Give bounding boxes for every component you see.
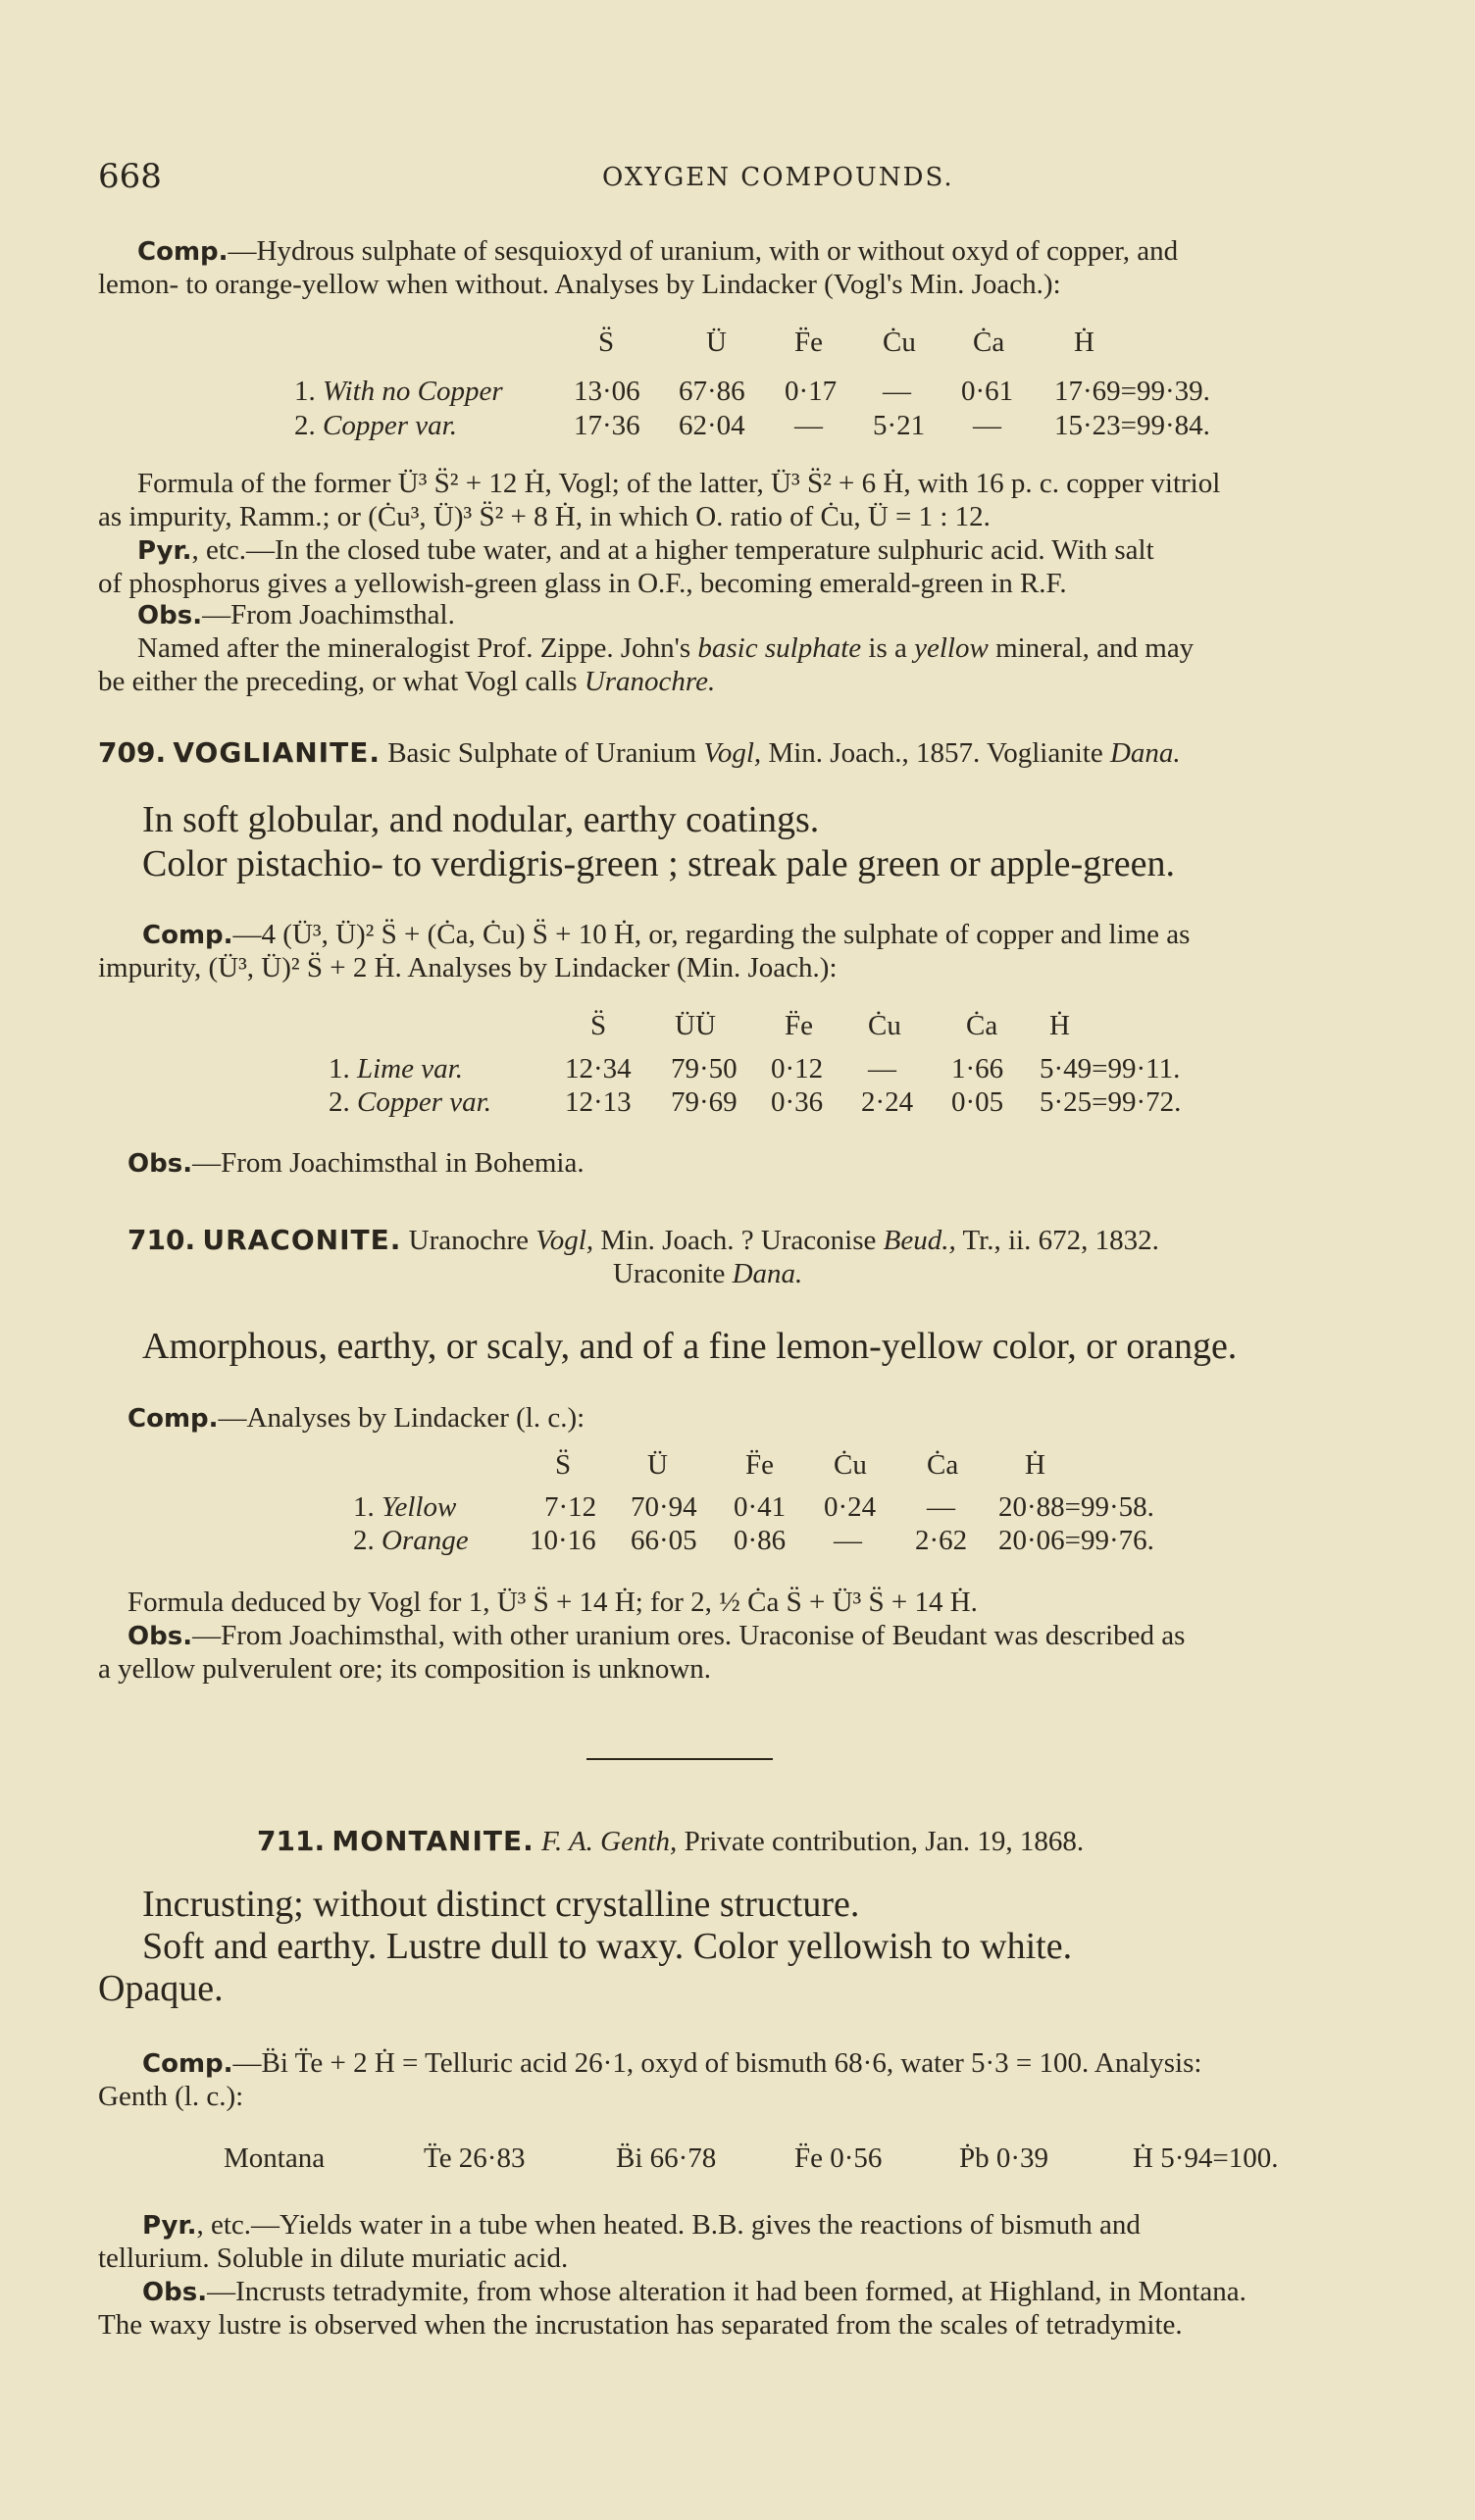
table-cell: 15·23=99·84. <box>1054 410 1210 441</box>
table-cell: — <box>973 410 1001 441</box>
table-cell: 17·69=99·39. <box>1054 376 1210 407</box>
analysis-value: F̈e 0·56 <box>794 2142 883 2174</box>
montanite-pyr-line1: Pyr., etc.—Yields water in a tube when heated. B.B. gives the reactions of bismuth and <box>142 2209 1141 2241</box>
zippeite-pyr-line2: of phosphorus gives a yellowish-green glass in O.F., becoming emerald-green in R.F. <box>98 568 1067 599</box>
zippeite-formula-line1: Formula of the former Ü³ S̈² + 12 Ḣ, Vogl; of the latter, Ü³ S̈² + 6 Ḣ, with 16 p. c. copper vitriol <box>137 468 1221 499</box>
table-header: Ċu <box>883 327 916 358</box>
table-cell: 20·06=99·76. <box>998 1525 1154 1556</box>
montanite-heading: 711. MONTANITE. F. A. Genth, Private contribution, Jan. 19, 1868. <box>257 1825 1085 1857</box>
table-cell: 2·24 <box>861 1086 914 1118</box>
table-cell: 79·50 <box>671 1053 738 1084</box>
table-header: F̈e <box>794 327 823 358</box>
zippeite-formula-line2: as impurity, Ramm.; or (Ċu³, Ü)³ S̈² + 8 Ḣ, in which O. ratio of Ċu, Ü = 1 : 12. <box>98 501 991 532</box>
voglianite-desc-line2: Color pistachio- to verdigris-green ; streak pale green or apple-green. <box>142 843 1176 884</box>
table-row: 2. Copper var. <box>329 1086 491 1118</box>
table-cell: 0·05 <box>951 1086 1004 1118</box>
table-cell: 0·61 <box>961 376 1014 407</box>
table-row: 1. With no Copper <box>294 376 503 407</box>
montanite-desc-line2: Soft and earthy. Lustre dull to waxy. Color yellowish to white. <box>142 1926 1073 1967</box>
table-cell: 17·36 <box>574 410 640 441</box>
table-cell: — <box>868 1053 896 1084</box>
uraconite-desc: Amorphous, earthy, or scaly, and of a fine lemon-yellow color, or orange. <box>142 1326 1238 1367</box>
table-cell: 66·05 <box>631 1525 697 1556</box>
uraconite-obs-line2: a yellow pulverulent ore; its composition is unknown. <box>98 1653 712 1685</box>
table-cell: 5·21 <box>873 410 926 441</box>
montanite-desc-line3: Opaque. <box>98 1968 224 2009</box>
voglianite-obs: Obs.—From Joachimsthal in Bohemia. <box>127 1147 585 1179</box>
table-row: 2. Copper var. <box>294 410 457 441</box>
table-cell: 20·88=99·58. <box>998 1491 1154 1523</box>
voglianite-comp-line2: impurity, (Ü³, Ü)² S̈ + 2 Ḣ. Analyses by Lindacker (Min. Joach.): <box>98 952 838 983</box>
montanite-obs-line1: Obs.—Incrusts tetradymite, from whose alteration it had been formed, at Highland, in Montana. <box>142 2276 1246 2307</box>
table-cell: 13·06 <box>574 376 640 407</box>
table-cell: — <box>927 1491 955 1523</box>
table-cell: 0·24 <box>824 1491 877 1523</box>
table-header: S̈ <box>598 327 615 358</box>
table-cell: — <box>834 1525 862 1556</box>
running-title: OXYGEN COMPOUNDS. <box>602 163 954 192</box>
voglianite-heading: 709. VOGLIANITE. Basic Sulphate of Uranium Vogl, Min. Joach., 1857. Voglianite Dana. <box>98 736 1181 769</box>
uraconite-comp: Comp.—Analyses by Lindacker (l. c.): <box>127 1402 585 1434</box>
table-cell: — <box>883 376 911 407</box>
table-cell: 5·49=99·11. <box>1040 1053 1181 1084</box>
uraconite-heading: 710. URACONITE. Uranochre Vogl, Min. Joach. ? Uraconise Beud., Tr., ii. 672, 1832. <box>127 1224 1159 1256</box>
table-header: F̈e <box>745 1449 774 1481</box>
table-cell: 62·04 <box>679 410 745 441</box>
section-divider <box>586 1758 773 1760</box>
table-header: Ḣ <box>1025 1449 1045 1481</box>
table-header: F̈e <box>785 1010 813 1041</box>
analysis-value: Ḣ 5·94=100. <box>1133 2142 1279 2174</box>
table-cell: 5·25=99·72. <box>1040 1086 1182 1118</box>
montanite-comp-line2: Genth (l. c.): <box>98 2081 244 2112</box>
page-number: 668 <box>98 157 162 196</box>
table-header: Ċa <box>973 327 1005 358</box>
analysis-value: B̈i 66·78 <box>616 2142 717 2174</box>
table-header: Ḣ <box>1049 1010 1070 1041</box>
table-header: S̈ <box>555 1449 572 1481</box>
voglianite-comp-line1: Comp.—4 (Ü³, Ü)² S̈ + (Ċa, Ċu) S̈ + 10 Ḣ, or, regarding the sulphate of copper and lime as <box>142 919 1191 950</box>
zippeite-named-line1: Named after the mineralogist Prof. Zippe. John's basic sulphate is a yellow mineral, and may <box>137 632 1195 664</box>
zippeite-obs: Obs.—From Joachimsthal. <box>137 599 455 630</box>
table-row: 2. Orange <box>353 1525 469 1556</box>
montanite-obs-line2: The waxy lustre is observed when the incrustation has separated from the scales of tetradymite. <box>98 2309 1183 2341</box>
uraconite-formula: Formula deduced by Vogl for 1, Ü³ S̈ + 14 Ḣ; for 2, ½ Ċa S̈ + Ü³ S̈ + 14 Ḣ. <box>127 1587 978 1618</box>
uraconite-obs-line1: Obs.—From Joachimsthal, with other uranium ores. Uraconise of Beudant was described as <box>127 1620 1186 1651</box>
analysis-value: T̈e 26·83 <box>424 2142 526 2174</box>
zippeite-comp-line2: lemon- to orange-yellow when without. Analyses by Lindacker (Vogl's Min. Joach.): <box>98 269 1061 300</box>
montanite-desc-line1: Incrusting; without distinct crystalline structure. <box>142 1884 860 1925</box>
table-cell: 10·16 <box>530 1525 596 1556</box>
table-row: 1. Lime var. <box>329 1053 463 1084</box>
table-header: Ċa <box>927 1449 959 1481</box>
analysis-locality: Montana <box>224 2142 326 2174</box>
table-header: Ċu <box>868 1010 901 1041</box>
analysis-value: Ṗb 0·39 <box>959 2142 1049 2174</box>
table-header: ÜÜ <box>675 1010 716 1041</box>
table-cell: 1·66 <box>951 1053 1004 1084</box>
table-header: Ü <box>647 1449 668 1481</box>
table-cell: 2·62 <box>915 1525 968 1556</box>
table-cell: 0·86 <box>734 1525 787 1556</box>
table-cell: 0·12 <box>771 1053 824 1084</box>
zippeite-pyr-line1: Pyr., etc.—In the closed tube water, and at a higher temperature sulphuric acid. With salt <box>137 534 1154 566</box>
table-cell: 79·69 <box>671 1086 738 1118</box>
table-cell: 12·13 <box>565 1086 632 1118</box>
table-header: Ḣ <box>1074 327 1094 358</box>
table-cell: 7·12 <box>544 1491 597 1523</box>
table-cell: 0·41 <box>734 1491 787 1523</box>
table-header: S̈ <box>590 1010 607 1041</box>
table-cell: 12·34 <box>565 1053 632 1084</box>
table-cell: 0·36 <box>771 1086 824 1118</box>
table-header: Ċa <box>966 1010 998 1041</box>
table-row: 1. Yellow <box>353 1491 457 1523</box>
zippeite-named-line2: be either the preceding, or what Vogl calls Uranochre. <box>98 666 716 697</box>
montanite-comp-line1: Comp.—B̈i T̈e + 2 Ḣ = Telluric acid 26·1, oxyd of bismuth 68·6, water 5·3 = 100. Analysis: <box>142 2047 1202 2079</box>
uraconite-synonymy-line2: Uraconite Dana. <box>613 1258 803 1289</box>
table-cell: — <box>794 410 823 441</box>
voglianite-desc-line1: In soft globular, and nodular, earthy coatings. <box>142 799 820 840</box>
table-header: Ü <box>706 327 727 358</box>
table-header: Ċu <box>834 1449 867 1481</box>
table-cell: 0·17 <box>785 376 838 407</box>
montanite-pyr-line2: tellurium. Soluble in dilute muriatic acid. <box>98 2243 569 2274</box>
table-cell: 67·86 <box>679 376 745 407</box>
zippeite-comp-line1: Comp.—Hydrous sulphate of sesquioxyd of uranium, with or without oxyd of copper, and <box>137 235 1179 267</box>
table-cell: 70·94 <box>631 1491 697 1523</box>
